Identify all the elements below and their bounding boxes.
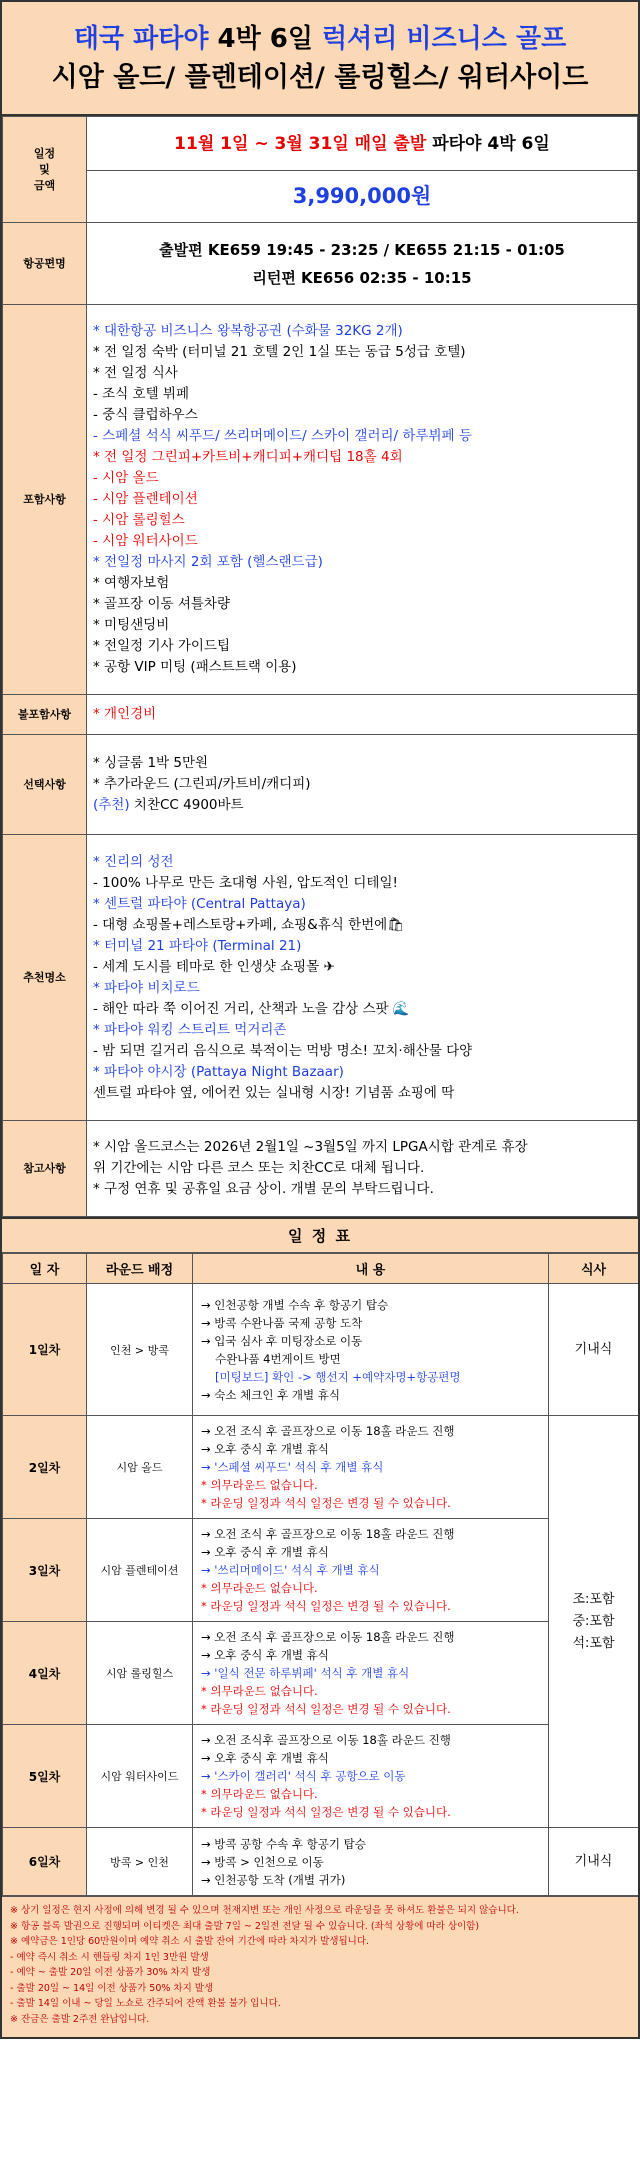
itinerary-content: [193, 1622, 549, 1725]
itinerary-meal: 기내식: [549, 1284, 639, 1416]
attraction-item: * 진리의 성전: [93, 853, 174, 870]
itinerary-table: [2, 1253, 639, 1896]
booking-note: - 예약 ~ 출발 20일 이전 상품가 30% 차지 발생: [10, 1967, 211, 1978]
itinerary-line: → '스카이 갤러리' 석식 후 공항으로 이동: [201, 1769, 406, 1783]
itinerary-line: → 인천공항 도착 (개별 귀가): [201, 1872, 346, 1887]
exclusions-label: 불포함사항: [3, 695, 87, 735]
itinerary-round: 인천 > 방콕: [87, 1284, 193, 1416]
itinerary-line: → 오전 조식후 골프장으로 이동 18홀 라운드 진행: [201, 1733, 451, 1747]
attraction-item: - 대형 쇼핑몰+레스토랑+카페, 쇼핑&휴식 한번에🛍: [93, 916, 405, 933]
itinerary-row: [3, 1828, 639, 1896]
itinerary-round: 시암 올드: [87, 1416, 193, 1519]
meal-line: 석:포함: [572, 1635, 615, 1651]
inclusion-item: * 전 일정 그린피+카트비+캐디피+캐디팁 18홀 4회: [93, 449, 403, 465]
inclusion-item: - 중식 클럽하우스: [93, 407, 198, 423]
itinerary-day: 1일차: [3, 1284, 87, 1416]
itinerary-line: * 의무라운드 없습니다.: [201, 1787, 318, 1801]
attraction-item: * 파타야 비치로드: [93, 979, 200, 996]
itinerary-line: → 방콕 공항 수속 후 항공기 탑승: [201, 1836, 366, 1851]
itinerary-line: * 의무라운드 없습니다.: [201, 1684, 318, 1698]
itinerary-line: → 방콕 수완나품 국제 공항 도착: [201, 1315, 363, 1330]
itinerary-row: [3, 1725, 639, 1828]
inclusion-item: * 미팅샌딩비: [93, 617, 170, 633]
inclusion-item: - 시암 롤링힐스: [93, 512, 185, 528]
recommended-list: [87, 835, 638, 1121]
itinerary-content: [193, 1725, 549, 1828]
itinerary-line: → 숙소 체크인 후 개별 휴식: [201, 1387, 341, 1402]
inclusion-item: * 대한항공 비즈니스 왕복항공권 (수화물 32KG 2개): [93, 323, 403, 339]
itinerary-content: [193, 1416, 549, 1519]
itinerary-header-day: 일 자: [3, 1254, 87, 1284]
booking-note: - 예약 즉시 취소 시 핸들링 차지 1인 3만원 발생: [10, 1951, 209, 1963]
meal-line: 조:포함: [572, 1591, 615, 1607]
itinerary-line: 수완나품 4번게이트 방면: [215, 1351, 341, 1366]
itinerary-line: → 오전 조식 후 골프장으로 이동 18홀 라운드 진행: [201, 1527, 455, 1541]
reference-notes: * 시암 올드코스는 2026년 2월1일 ~3월5일 까지 LPGA시합 관계로 휴장 위 기간에는 시암 다른 코스 또는 치찬CC로 대체 됩니다. * 구정 연휴 및 공휴일 요금 상이. 개별 문의 부탁드립니다.: [87, 1121, 638, 1217]
options-label: 선택사항: [3, 735, 87, 835]
itinerary-row: [3, 1416, 639, 1519]
itinerary-line: → '쓰리머메이드' 석식 후 개별 휴식: [201, 1563, 380, 1577]
flights-label: 항공편명: [3, 223, 87, 305]
itinerary-line: → 인천공항 개별 수속 후 항공기 탑승: [201, 1297, 389, 1312]
itinerary-content: [193, 1519, 549, 1622]
itinerary-round: 시암 워터사이드: [87, 1725, 193, 1828]
itinerary-header-round: 라운드 배정: [87, 1254, 193, 1284]
inclusion-item: - 조식 호텔 뷔페: [93, 386, 189, 402]
itinerary-line: [미팅보드] 확인 -> 행선지 +예약자명+항공편명: [215, 1369, 461, 1384]
attraction-item: * 터미널 21 파타야 (Terminal 21): [93, 937, 302, 954]
itinerary-row: [3, 1519, 639, 1622]
itinerary-line: → 오후 중식 후 개별 휴식: [201, 1751, 329, 1765]
itinerary-line: → 오전 조식 후 골프장으로 이동 18홀 라운드 진행: [201, 1630, 455, 1644]
inclusion-item: * 골프장 이동 셔틀차량: [93, 596, 230, 612]
inclusion-item: - 시암 플렌테이션: [93, 491, 198, 507]
flight-info: 출발편 KE659 19:45 - 23:25 / KE655 21:15 - 01:05 리턴편 KE656 02:35 - 10:15: [87, 223, 638, 305]
itinerary-meal: 기내식: [549, 1828, 639, 1896]
itinerary-round: 방콕 > 인천: [87, 1828, 193, 1896]
itinerary-line: → 입국 심사 후 미팅장소로 이동: [201, 1333, 363, 1348]
recommended-label: 추천명소: [3, 835, 87, 1121]
booking-note: ※ 잔금은 출발 2주전 완납입니다.: [10, 2013, 150, 2025]
itinerary-round: 시암 롤링힐스: [87, 1622, 193, 1725]
inclusion-item: * 전 일정 숙박 (터미널 21 호텔 2인 1실 또는 동급 5성급 호텔): [93, 344, 466, 360]
inclusions-label: 포함사항: [3, 305, 87, 695]
booking-note: ※ 상기 일정은 현지 사정에 의해 변경 될 수 있으며 천재지변 또는 개인 사정으로 라운딩을 못 하셔도 환불은 되지 않습니다.: [10, 1905, 519, 1916]
page-title: 태국 파타야 4박 6일 럭셔리 비즈니스 골프: [73, 24, 567, 54]
itinerary-line: * 라운딩 일정과 석식 일정은 변경 될 수 있습니다.: [201, 1805, 451, 1819]
itinerary-line: → 방콕 > 인천으로 이동: [201, 1854, 324, 1869]
attraction-item: - 밤 되면 길거리 음식으로 북적이는 먹방 명소! 꼬치·해산물 다양: [93, 1042, 473, 1059]
itinerary-day: 5일차: [3, 1725, 87, 1828]
exclusions-text: * 개인경비: [87, 695, 638, 735]
inclusion-item: * 전일정 기사 가이드팁: [93, 638, 230, 654]
price: 3,990,000원: [87, 171, 638, 223]
product-info-table: [2, 116, 638, 1217]
schedule-price-label: 일정 및 금액: [3, 117, 87, 223]
itinerary-day: 2일차: [3, 1416, 87, 1519]
booking-note: ※ 항공 블록 발권으로 진행되며 이티켓은 최대 출발 7일 ~ 2일전 전달 될 수 있습니다. (좌석 상황에 따라 상이함): [10, 1920, 480, 1932]
inclusion-item: * 공항 VIP 미팅 (패스트트랙 이용): [93, 659, 297, 675]
attraction-item: 센트럴 파타야 옆, 에어컨 있는 실내형 시장! 기념품 쇼핑에 딱: [93, 1084, 455, 1101]
booking-note: ※ 예약금은 1인당 60만원이며 예약 취소 시 출발 잔여 기간에 따라 차지가 발생됩니다.: [10, 1936, 370, 1947]
inclusion-item: * 전 일정 식사: [93, 365, 178, 381]
attraction-item: * 파타야 야시장 (Pattaya Night Bazaar): [93, 1063, 344, 1080]
header-banner: [2, 2, 638, 116]
itinerary-content: [193, 1284, 549, 1416]
meal-line: 중:포함: [572, 1613, 615, 1629]
itinerary-day: 4일차: [3, 1622, 87, 1725]
itinerary-meal-included: [549, 1416, 639, 1828]
itinerary-title: 일 정 표: [2, 1217, 638, 1253]
itinerary-round: 시암 플렌테이션: [87, 1519, 193, 1622]
reference-label: 참고사항: [3, 1121, 87, 1217]
options-list: * 싱글룸 1박 5만원 * 추가라운드 (그린피/카트비/캐디피) (추천) 치찬CC 4900바트: [87, 735, 638, 835]
inclusion-item: - 시암 올드: [93, 470, 159, 486]
itinerary-line: * 라운딩 일정과 석식 일정은 변경 될 수 있습니다.: [201, 1702, 451, 1716]
inclusion-item: * 여행자보험: [93, 575, 170, 591]
attraction-item: - 100% 나무로 만든 초대형 사원, 압도적인 디테일!: [93, 874, 398, 891]
itinerary-line: * 라운딩 일정과 석식 일정은 변경 될 수 있습니다.: [201, 1599, 451, 1613]
itinerary-line: → 오후 중식 후 개별 휴식: [201, 1648, 329, 1662]
itinerary-line: → '일식 전문 하루뷔페' 석식 후 개별 휴식: [201, 1666, 410, 1680]
itinerary-line: * 의무라운드 없습니다.: [201, 1581, 318, 1595]
inclusions-list: [87, 305, 638, 695]
page-subtitle: 시암 올드/ 플렌테이션/ 롤링힐스/ 워터사이드: [51, 62, 589, 93]
inclusion-item: * 전일정 마사지 2회 포함 (헬스랜드급): [93, 554, 323, 570]
attraction-item: * 파타야 워킹 스트리트 먹거리존: [93, 1021, 287, 1038]
itinerary-line: * 의무라운드 없습니다.: [201, 1478, 318, 1492]
itinerary-content: [193, 1828, 549, 1896]
itinerary-line: → '스페셜 씨푸드' 석식 후 개별 휴식: [201, 1460, 384, 1474]
itinerary-day: 6일차: [3, 1828, 87, 1896]
itinerary-header-content: 내 용: [193, 1254, 549, 1284]
inclusion-item: - 시암 워터사이드: [93, 533, 198, 549]
itinerary-line: * 라운딩 일정과 석식 일정은 변경 될 수 있습니다.: [201, 1496, 451, 1510]
itinerary-line: → 오후 중식 후 개별 휴식: [201, 1545, 329, 1559]
departure-dates: 11월 1일 ~ 3월 31일 매일 출발 파타야 4박 6일: [87, 117, 638, 171]
booking-notes: [2, 1896, 638, 2037]
attraction-item: - 해안 따라 쭉 이어진 거리, 산책과 노을 감상 스팟 🌊: [93, 1000, 410, 1017]
attraction-item: - 세계 도시를 테마로 한 인생샷 쇼핑몰 ✈: [93, 958, 335, 975]
inclusion-item: - 스페셜 석식 씨푸드/ 쓰리머메이드/ 스카이 갤러리/ 하루뷔페 등: [93, 428, 472, 444]
itinerary-line: → 오후 중식 후 개별 휴식: [201, 1442, 329, 1456]
itinerary-row: [3, 1622, 639, 1725]
itinerary-header-meal: 식사: [549, 1254, 639, 1284]
itinerary-day: 3일차: [3, 1519, 87, 1622]
booking-note: - 출발 20일 ~ 14일 이전 상품가 50% 차지 발생: [10, 1982, 214, 1994]
booking-note: - 출발 14일 이내 ~ 당일 노쇼로 간주되어 잔액 환불 불가 입니다.: [10, 1998, 281, 2009]
itinerary-line: → 오전 조식 후 골프장으로 이동 18홀 라운드 진행: [201, 1424, 455, 1438]
attraction-item: * 센트럴 파타야 (Central Pattaya): [93, 895, 306, 912]
itinerary-row: [3, 1284, 639, 1416]
